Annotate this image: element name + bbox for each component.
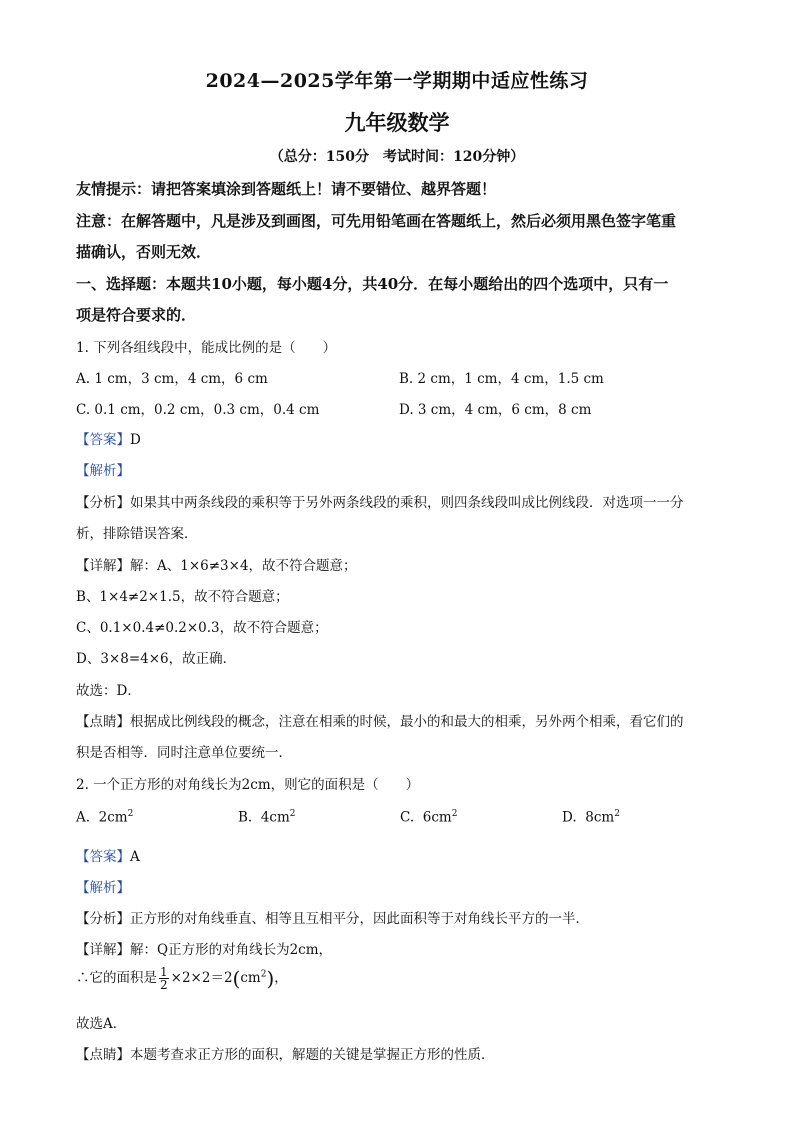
q2-fenxi-1 <box>76 907 726 927</box>
q2-analysis <box>76 876 726 896</box>
answer-tag: 【答案】 <box>76 849 130 865</box>
q2-option-d: D. $8cm^2$ <box>562 809 620 826</box>
comment-text: 根据成比例线段的概念，注意在相乘的时候，最小的和最大的相乘，另外两个相乘，看它们的 <box>130 714 684 730</box>
fenxi-text: 如果其中两条线段的乘积等于另外两条线段的乘积，则四条线段叫成比例线段．对选项一一分 <box>130 495 684 511</box>
q1-fenxi-2: 析，排除错误答案． <box>76 526 198 542</box>
detail-text: 解：Q正方形的对角线长为2cm， <box>130 942 333 958</box>
answer-value: D <box>130 432 141 448</box>
q2-area-formula: ∴它的面积是 $\frac{1}{2}$ $\times 2\times 2=2(cm^2)$， <box>76 965 288 992</box>
analysis-tag: 【解析】 <box>76 880 130 896</box>
q2-stem: 2. 一个正方形的对角线长为2cm，则它的面积是（ ） <box>76 777 420 793</box>
section-heading-line-2: 项是符合要求的． <box>76 306 197 324</box>
friendly-tip: 友情提示：请把答案填涂到答题纸上！请不要错位、越界答题！ <box>76 180 497 198</box>
fenxi-text: 正方形的对角线垂直、相等且互相平分，因此面积等于对角线长平方的一半． <box>130 911 589 927</box>
q1-choose: 故选：D． <box>76 683 141 699</box>
comment-text: 本题考查求正方形的面积，解题的关键是掌握正方形的性质． <box>130 1047 495 1063</box>
q1-comment-2: 积是否相等．同时注意单位要统一． <box>76 745 292 761</box>
answer-tag: 【答案】 <box>76 432 130 448</box>
comment-tag: 【点睛】 <box>76 1047 130 1063</box>
q1-detail-2: B、1×4≠2×1.5，故不符合题意； <box>76 589 289 605</box>
q1-detail-4: D、3×8=4×6，故正确． <box>76 651 237 667</box>
fenxi-tag: 【分析】 <box>76 911 130 927</box>
q1-detail-1 <box>76 554 726 574</box>
note-line-1: 注意：在解答题中，凡是涉及到画图，可先用铅笔画在答题纸上，然后必须用黑色签字笔重 <box>76 212 677 230</box>
q1-option-a: A. 1 cm，3 cm，4 cm，6 cm <box>76 371 268 387</box>
page-title: 2024—2025学年第一学期期中适应性练习 <box>205 70 589 92</box>
q2-option-a: A. $2cm^2$ <box>76 809 134 826</box>
fraction-one-half: $\frac{1}{2}$ <box>160 965 168 992</box>
answer-value: A <box>130 849 140 865</box>
note-line-2: 描确认，否则无效． <box>76 243 212 261</box>
q1-detail-3: C、0.1×0.4≠0.2×0.3，故不符合题意； <box>76 620 328 636</box>
q2-option-c: C. $6cm^2$ <box>400 809 458 826</box>
page-subtitle: 九年级数学 <box>344 110 450 135</box>
q1-comment-1 <box>76 710 726 730</box>
q1-option-c: C. 0.1 cm，0.2 cm，0.3 cm，0.4 cm <box>76 402 320 418</box>
q1-analysis <box>76 459 726 479</box>
comment-tag: 【点睛】 <box>76 714 130 730</box>
detail-tag: 【详解】 <box>76 558 130 574</box>
q1-option-d: D. 3 cm，4 cm，6 cm，8 cm <box>399 402 592 418</box>
q1-answer <box>76 428 726 448</box>
q2-detail-1 <box>76 938 726 958</box>
q1-fenxi-1 <box>76 491 726 511</box>
q2-choose: 故选A． <box>76 1016 127 1032</box>
q1-stem: 1. 下列各组线段中，能成比例的是（ ） <box>76 340 337 356</box>
therefore-symbol: ∴ <box>76 970 90 986</box>
q2-comment-1 <box>76 1043 726 1063</box>
detail-tag: 【详解】 <box>76 942 130 958</box>
exam-meta: （总分：150分 考试时间：120分钟） <box>269 149 525 165</box>
fenxi-tag: 【分析】 <box>76 495 130 511</box>
detail-text: 解：A、1×6≠3×4，故不符合题意； <box>130 558 357 574</box>
area-prefix: 它的面积是 <box>89 970 157 986</box>
q2-option-b: B. $4cm^2$ <box>238 809 296 826</box>
section-heading-line-1: 一、选择题：本题共10小题，每小题4分，共40分．在每小题给出的四个选项中，只有一 <box>76 275 669 293</box>
analysis-tag: 【解析】 <box>76 463 130 479</box>
area-middle: ×2×2＝2 <box>170 970 233 986</box>
q1-option-b: B. 2 cm，1 cm，4 cm，1.5 cm <box>399 371 604 387</box>
q2-answer <box>76 845 726 865</box>
